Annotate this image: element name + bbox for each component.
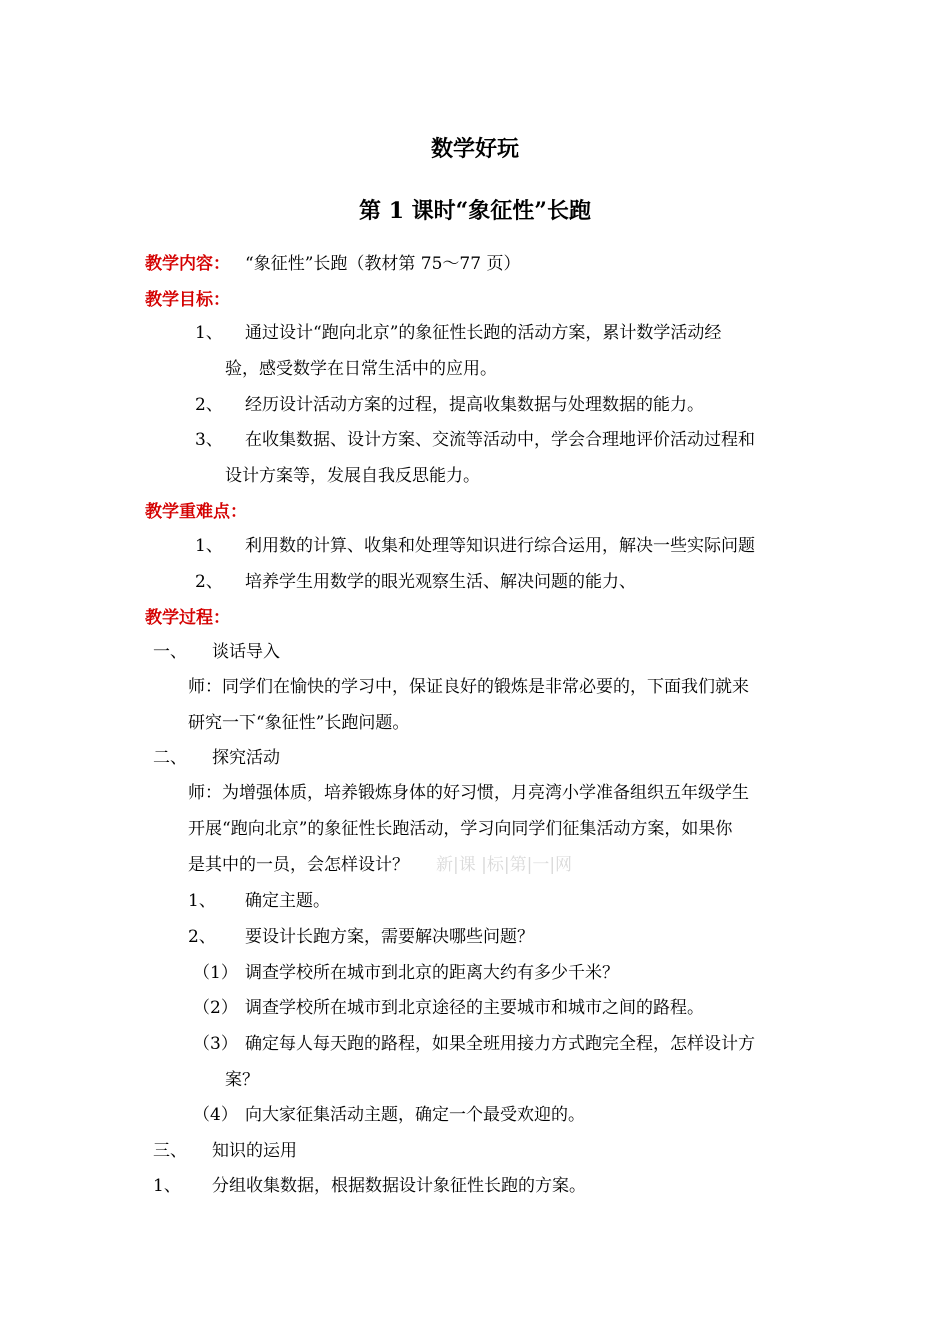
paragraph-line: 师：同学们在愉快的学习中，保证良好的锻炼是非常必要的，下面我们就来	[188, 677, 749, 697]
step-number: 1、	[188, 891, 216, 911]
paragraph-line: 师：为增强体质，培养锻炼身体的好习惯，月亮湾小学准备组织五年级学生	[188, 783, 749, 803]
section-title: 知识的运用	[212, 1141, 297, 1161]
sub-step-number: （1）	[193, 963, 238, 983]
goal-number: 3、	[195, 430, 223, 450]
step-number: 2、	[188, 927, 216, 947]
section-title: 探究活动	[212, 748, 280, 768]
sub-step-text: 确定每人每天跑的路程，如果全班用接力方式跑完全程，怎样设计方	[245, 1034, 755, 1054]
keypoint-text: 利用数的计算、收集和处理等知识进行综合运用，解决一些实际问题	[245, 536, 755, 556]
sub-step-number: （2）	[193, 998, 238, 1018]
sub-step-text: 调查学校所在城市到北京途径的主要城市和城市之间的路程。	[245, 998, 704, 1018]
goal-text: 通过设计“跑向北京”的象征性长跑的活动方案，累计数学活动经	[245, 323, 722, 343]
keypoints-label: 教学重难点：	[145, 502, 247, 522]
goal-text-continued: 验，感受数学在日常生活中的应用。	[225, 359, 497, 379]
sub-step-number: （4）	[193, 1105, 238, 1125]
keypoint-number: 2、	[195, 572, 223, 592]
step-text: 确定主题。	[245, 891, 330, 911]
lesson-subtitle: 第 1 课时“象征性”长跑	[359, 198, 591, 224]
section-title: 谈话导入	[212, 642, 280, 662]
keypoint-text: 培养学生用数学的眼光观察生活、解决问题的能力、	[245, 572, 636, 592]
section-number: 二、	[153, 748, 187, 768]
step-text: 要设计长跑方案，需要解决哪些问题？	[245, 927, 534, 947]
goal-text: 在收集数据、设计方案、交流等活动中，学会合理地评价活动过程和	[245, 430, 755, 450]
watermark-text: 新|课 |标|第|一|网	[436, 855, 573, 875]
section-number: 三、	[153, 1141, 187, 1161]
goal-number: 1、	[195, 323, 223, 343]
step-number: 1、	[153, 1176, 181, 1196]
content-text: “象征性”长跑（教材第 75～77 页）	[245, 254, 521, 274]
page-title: 数学好玩	[430, 136, 519, 162]
section-number: 一、	[153, 642, 187, 662]
goals-label: 教学目标：	[145, 290, 230, 310]
sub-step-text: 调查学校所在城市到北京的距离大约有多少千米？	[245, 963, 619, 983]
goal-number: 2、	[195, 395, 223, 415]
paragraph-line: 是其中的一员，会怎样设计？	[188, 855, 409, 875]
sub-step-text: 向大家征集活动主题，确定一个最受欢迎的。	[245, 1105, 585, 1125]
paragraph-line: 研究一下“象征性”长跑问题。	[188, 713, 410, 733]
paragraph-line: 开展“跑向北京”的象征性长跑活动，学习向同学们征集活动方案，如果你	[188, 819, 733, 839]
content-label: 教学内容：	[145, 254, 230, 274]
goal-text: 经历设计活动方案的过程，提高收集数据与处理数据的能力。	[245, 395, 704, 415]
sub-step-number: （3）	[193, 1034, 238, 1054]
step-text: 分组收集数据，根据数据设计象征性长跑的方案。	[212, 1176, 586, 1196]
process-label: 教学过程：	[145, 608, 230, 628]
sub-step-text-continued: 案？	[225, 1070, 259, 1090]
goal-text-continued: 设计方案等，发展自我反思能力。	[225, 466, 480, 486]
keypoint-number: 1、	[195, 536, 223, 556]
